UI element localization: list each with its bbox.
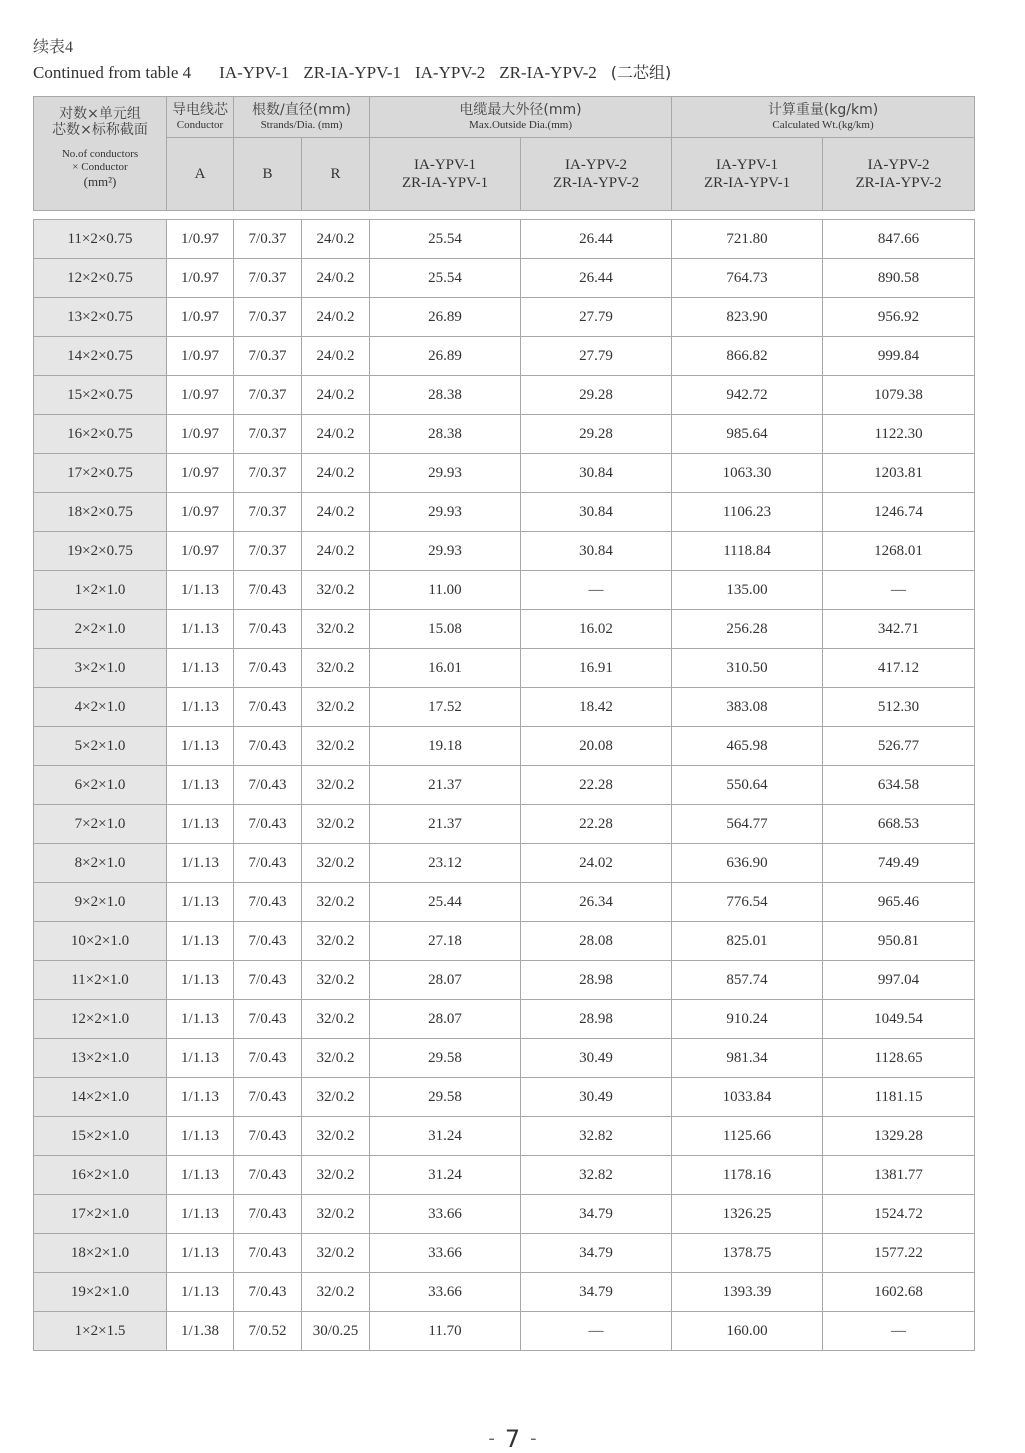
cell-strand-b: 7/0.43: [234, 805, 302, 844]
table-row: [34, 571, 975, 610]
cell-conductor-a: 1/1.13: [167, 1273, 234, 1312]
model-label: ZR-IA-YPV-2: [499, 63, 597, 82]
cell-conductor-a: 1/1.13: [167, 688, 234, 727]
cell-strand-b: 7/0.43: [234, 1156, 302, 1195]
header-strands: 根数/直径(mm) Strands/Dia. (mm): [234, 97, 370, 138]
cell-wt-ypv1: 764.73: [672, 259, 823, 298]
cell-strand-b: 7/0.43: [234, 1195, 302, 1234]
cell-dia-ypv1: 17.52: [370, 688, 521, 727]
cell-wt-ypv1: 465.98: [672, 727, 823, 766]
table-row: [34, 454, 975, 493]
cell-strand-b: 7/0.37: [234, 493, 302, 532]
cell-dia-ypv1: 26.89: [370, 337, 521, 376]
cell-dia-ypv2: 28.08: [521, 922, 672, 961]
cell-wt-ypv2: 1577.22: [823, 1234, 975, 1273]
cell-conductor-a: 1/1.13: [167, 1156, 234, 1195]
cell-pairs-size: 16×2×0.75: [34, 415, 167, 454]
cell-dia-ypv2: 28.98: [521, 1000, 672, 1039]
cell-wt-ypv2: 512.30: [823, 688, 975, 727]
cell-wt-ypv1: 383.08: [672, 688, 823, 727]
cell-strand-r: 32/0.2: [302, 961, 370, 1000]
cell-dia-ypv2: 16.02: [521, 610, 672, 649]
header-conductor: 导电线芯 Conductor: [167, 97, 234, 138]
cell-dia-ypv1: 21.37: [370, 766, 521, 805]
cell-strand-r: 32/0.2: [302, 688, 370, 727]
cell-dia-ypv1: 33.66: [370, 1273, 521, 1312]
cell-strand-r: 24/0.2: [302, 415, 370, 454]
cell-pairs-size: 19×2×1.0: [34, 1273, 167, 1312]
cell-dia-ypv1: 29.93: [370, 532, 521, 571]
table-row: [34, 805, 975, 844]
cell-conductor-a: 1/0.97: [167, 376, 234, 415]
cell-dia-ypv2: 27.79: [521, 298, 672, 337]
cell-strand-r: 32/0.2: [302, 1195, 370, 1234]
cell-pairs-size: 1×2×1.5: [34, 1312, 167, 1351]
cell-pairs-size: 10×2×1.0: [34, 922, 167, 961]
cell-dia-ypv1: 31.24: [370, 1117, 521, 1156]
cell-dia-ypv1: 16.01: [370, 649, 521, 688]
cell-wt-ypv2: 1524.72: [823, 1195, 975, 1234]
cell-wt-ypv2: 997.04: [823, 961, 975, 1000]
cell-dia-ypv2: 30.84: [521, 493, 672, 532]
cell-wt-ypv2: 847.66: [823, 220, 975, 259]
cell-conductor-a: 1/0.97: [167, 259, 234, 298]
cell-dia-ypv1: 28.38: [370, 415, 521, 454]
cell-conductor-a: 1/0.97: [167, 220, 234, 259]
cell-pairs-size: 18×2×1.0: [34, 1234, 167, 1273]
cell-dia-ypv1: 33.66: [370, 1234, 521, 1273]
cell-conductor-a: 1/1.13: [167, 922, 234, 961]
cell-wt-ypv2: 1329.28: [823, 1117, 975, 1156]
cell-pairs-size: 14×2×0.75: [34, 337, 167, 376]
cell-strand-b: 7/0.37: [234, 415, 302, 454]
cell-strand-r: 24/0.2: [302, 493, 370, 532]
cell-conductor-a: 1/0.97: [167, 298, 234, 337]
cell-wt-ypv2: 668.53: [823, 805, 975, 844]
cell-dia-ypv1: 25.54: [370, 220, 521, 259]
cell-wt-ypv1: 1378.75: [672, 1234, 823, 1273]
cell-pairs-size: 12×2×0.75: [34, 259, 167, 298]
table-row: [34, 337, 975, 376]
cell-conductor-a: 1/1.13: [167, 1195, 234, 1234]
cell-wt-ypv1: 1393.39: [672, 1273, 823, 1312]
cell-strand-b: 7/0.52: [234, 1312, 302, 1351]
cell-strand-r: 32/0.2: [302, 1117, 370, 1156]
cell-strand-b: 7/0.43: [234, 571, 302, 610]
cell-pairs-size: 9×2×1.0: [34, 883, 167, 922]
model-label: (二芯组): [610, 63, 672, 82]
cell-strand-r: 32/0.2: [302, 1000, 370, 1039]
cell-wt-ypv2: 749.49: [823, 844, 975, 883]
table-row: [34, 259, 975, 298]
cell-strand-b: 7/0.37: [234, 337, 302, 376]
cell-wt-ypv2: 1203.81: [823, 454, 975, 493]
cell-strand-r: 32/0.2: [302, 1156, 370, 1195]
cell-wt-ypv1: 1033.84: [672, 1078, 823, 1117]
table-row: [34, 1156, 975, 1195]
cell-conductor-a: 1/1.13: [167, 571, 234, 610]
table-caption-chinese: 续表4: [33, 39, 74, 56]
cell-dia-ypv2: 34.79: [521, 1273, 672, 1312]
cell-dia-ypv2: —: [521, 1312, 672, 1351]
cell-dia-ypv1: 19.18: [370, 727, 521, 766]
header-calculated-weight: 计算重量(kg/km) Calculated Wt.(kg/km): [672, 97, 975, 138]
cell-strand-b: 7/0.37: [234, 220, 302, 259]
cell-conductor-a: 1/1.13: [167, 610, 234, 649]
cell-dia-ypv2: 20.08: [521, 727, 672, 766]
cell-conductor-a: 1/1.13: [167, 1078, 234, 1117]
cell-strand-b: 7/0.37: [234, 454, 302, 493]
cell-dia-ypv2: 30.84: [521, 532, 672, 571]
header-max-outside-dia: 电缆最大外径(mm) Max.Outside Dia.(mm): [370, 97, 672, 138]
continued-label: Continued from table 4: [33, 63, 192, 82]
cell-conductor-a: 1/1.13: [167, 1234, 234, 1273]
cell-wt-ypv2: 1246.74: [823, 493, 975, 532]
cell-dia-ypv2: 18.42: [521, 688, 672, 727]
table-row: [34, 1273, 975, 1312]
cell-strand-r: 32/0.2: [302, 649, 370, 688]
cell-wt-ypv1: 135.00: [672, 571, 823, 610]
cell-dia-ypv1: 28.07: [370, 961, 521, 1000]
cell-strand-r: 32/0.2: [302, 922, 370, 961]
model-label: IA-YPV-1: [219, 63, 290, 82]
table-row: [34, 532, 975, 571]
cell-dia-ypv2: 22.28: [521, 805, 672, 844]
cell-dia-ypv1: 21.37: [370, 805, 521, 844]
cell-dia-ypv1: 23.12: [370, 844, 521, 883]
cell-wt-ypv2: 950.81: [823, 922, 975, 961]
cell-dia-ypv2: 26.44: [521, 220, 672, 259]
cell-strand-b: 7/0.43: [234, 1000, 302, 1039]
cell-pairs-size: 3×2×1.0: [34, 649, 167, 688]
table-row: [34, 883, 975, 922]
model-label: IA-YPV-2: [414, 63, 486, 82]
cell-dia-ypv2: 30.84: [521, 454, 672, 493]
cell-wt-ypv1: 857.74: [672, 961, 823, 1000]
cell-pairs-size: 12×2×1.0: [34, 1000, 167, 1039]
cell-strand-b: 7/0.43: [234, 1273, 302, 1312]
cell-conductor-a: 1/0.97: [167, 415, 234, 454]
cell-wt-ypv1: 1118.84: [672, 532, 823, 571]
cell-wt-ypv2: 956.92: [823, 298, 975, 337]
cell-conductor-a: 1/1.13: [167, 1000, 234, 1039]
cell-dia-ypv1: 11.70: [370, 1312, 521, 1351]
cell-conductor-a: 1/1.13: [167, 727, 234, 766]
cell-dia-ypv2: 16.91: [521, 649, 672, 688]
cell-pairs-size: 2×2×1.0: [34, 610, 167, 649]
cell-dia-ypv1: 33.66: [370, 1195, 521, 1234]
cell-strand-r: 32/0.2: [302, 727, 370, 766]
cell-pairs-size: 17×2×1.0: [34, 1195, 167, 1234]
cell-strand-r: 32/0.2: [302, 883, 370, 922]
cell-strand-b: 7/0.43: [234, 727, 302, 766]
header-col-a: A: [167, 138, 234, 211]
cell-wt-ypv1: 910.24: [672, 1000, 823, 1039]
table-row: [34, 1312, 975, 1351]
cell-dia-ypv1: 29.93: [370, 493, 521, 532]
cell-strand-r: 24/0.2: [302, 259, 370, 298]
cell-dia-ypv1: 31.24: [370, 1156, 521, 1195]
cell-strand-r: 24/0.2: [302, 298, 370, 337]
cell-dia-ypv2: 32.82: [521, 1156, 672, 1195]
table-header: [34, 97, 975, 220]
table-row: [34, 1000, 975, 1039]
cell-strand-b: 7/0.43: [234, 844, 302, 883]
table-row: [34, 1039, 975, 1078]
cell-strand-b: 7/0.37: [234, 532, 302, 571]
cell-strand-r: 32/0.2: [302, 1234, 370, 1273]
cell-dia-ypv2: 28.98: [521, 961, 672, 1000]
cell-wt-ypv2: 890.58: [823, 259, 975, 298]
table-row: [34, 844, 975, 883]
cell-strand-r: 32/0.2: [302, 571, 370, 610]
cell-dia-ypv1: 29.58: [370, 1078, 521, 1117]
cell-dia-ypv1: 25.44: [370, 883, 521, 922]
cell-strand-b: 7/0.43: [234, 649, 302, 688]
cell-wt-ypv2: 342.71: [823, 610, 975, 649]
cell-pairs-size: 15×2×0.75: [34, 376, 167, 415]
table-caption-english: [33, 60, 685, 83]
cell-dia-ypv1: 15.08: [370, 610, 521, 649]
cell-wt-ypv1: 776.54: [672, 883, 823, 922]
table-row: [34, 727, 975, 766]
cell-dia-ypv2: 24.02: [521, 844, 672, 883]
cell-dia-ypv2: 34.79: [521, 1195, 672, 1234]
model-label: ZR-IA-YPV-1: [303, 63, 401, 82]
cell-wt-ypv1: 1125.66: [672, 1117, 823, 1156]
cell-pairs-size: 16×2×1.0: [34, 1156, 167, 1195]
header-spacer: [34, 211, 975, 220]
cell-dia-ypv1: 29.93: [370, 454, 521, 493]
cell-dia-ypv1: 28.07: [370, 1000, 521, 1039]
header-col-r: R: [302, 138, 370, 211]
cell-pairs-size: 11×2×1.0: [34, 961, 167, 1000]
cell-wt-ypv2: 1381.77: [823, 1156, 975, 1195]
cell-strand-r: 32/0.2: [302, 1273, 370, 1312]
cell-strand-b: 7/0.37: [234, 376, 302, 415]
cell-pairs-size: 18×2×0.75: [34, 493, 167, 532]
header-wt-ypv1: IA-YPV-1 ZR-IA-YPV-1: [672, 138, 823, 211]
table-row: [34, 298, 975, 337]
cell-dia-ypv2: 34.79: [521, 1234, 672, 1273]
cell-conductor-a: 1/1.13: [167, 766, 234, 805]
cell-conductor-a: 1/0.97: [167, 532, 234, 571]
cell-wt-ypv1: 256.28: [672, 610, 823, 649]
cell-pairs-size: 15×2×1.0: [34, 1117, 167, 1156]
cell-pairs-size: 13×2×1.0: [34, 1039, 167, 1078]
cell-strand-b: 7/0.43: [234, 1234, 302, 1273]
cell-strand-r: 24/0.2: [302, 532, 370, 571]
cell-wt-ypv1: 981.34: [672, 1039, 823, 1078]
cell-dia-ypv2: 29.28: [521, 376, 672, 415]
cell-pairs-size: 5×2×1.0: [34, 727, 167, 766]
cell-strand-b: 7/0.37: [234, 298, 302, 337]
cell-strand-r: 24/0.2: [302, 220, 370, 259]
cell-conductor-a: 1/1.13: [167, 844, 234, 883]
cell-wt-ypv2: 1122.30: [823, 415, 975, 454]
cell-pairs-size: 14×2×1.0: [34, 1078, 167, 1117]
cell-wt-ypv2: 1602.68: [823, 1273, 975, 1312]
table-row: [34, 376, 975, 415]
cell-wt-ypv2: 526.77: [823, 727, 975, 766]
cell-wt-ypv1: 866.82: [672, 337, 823, 376]
header-col-b: B: [234, 138, 302, 211]
cell-pairs-size: 13×2×0.75: [34, 298, 167, 337]
cell-conductor-a: 1/1.13: [167, 1039, 234, 1078]
cell-strand-r: 32/0.2: [302, 610, 370, 649]
table-row: [34, 1195, 975, 1234]
cell-wt-ypv1: 550.64: [672, 766, 823, 805]
header-wt-ypv2: IA-YPV-2 ZR-IA-YPV-2: [823, 138, 975, 211]
cell-wt-ypv2: —: [823, 571, 975, 610]
cell-pairs-size: 19×2×0.75: [34, 532, 167, 571]
cell-strand-b: 7/0.43: [234, 766, 302, 805]
cell-strand-r: 32/0.2: [302, 766, 370, 805]
cell-dia-ypv2: 30.49: [521, 1039, 672, 1078]
cell-dia-ypv1: 11.00: [370, 571, 521, 610]
page-number-value: 7: [504, 1425, 521, 1453]
page-number: - 7 -: [488, 1425, 537, 1453]
cell-pairs-size: 8×2×1.0: [34, 844, 167, 883]
cell-wt-ypv2: 1268.01: [823, 532, 975, 571]
cell-pairs-size: 1×2×1.0: [34, 571, 167, 610]
cell-strand-b: 7/0.43: [234, 688, 302, 727]
cell-pairs-size: 11×2×0.75: [34, 220, 167, 259]
cell-wt-ypv1: 825.01: [672, 922, 823, 961]
cell-dia-ypv1: 29.58: [370, 1039, 521, 1078]
table-row: [34, 1078, 975, 1117]
cell-wt-ypv1: 985.64: [672, 415, 823, 454]
cell-dia-ypv1: 28.38: [370, 376, 521, 415]
cell-strand-b: 7/0.43: [234, 961, 302, 1000]
cell-strand-b: 7/0.43: [234, 1039, 302, 1078]
cell-dia-ypv2: 26.34: [521, 883, 672, 922]
cell-wt-ypv1: 942.72: [672, 376, 823, 415]
cell-wt-ypv1: 160.00: [672, 1312, 823, 1351]
cell-wt-ypv2: 1181.15: [823, 1078, 975, 1117]
table-row: [34, 649, 975, 688]
cell-strand-r: 24/0.2: [302, 454, 370, 493]
cell-pairs-size: 17×2×0.75: [34, 454, 167, 493]
cell-wt-ypv1: 1178.16: [672, 1156, 823, 1195]
cell-wt-ypv1: 564.77: [672, 805, 823, 844]
table-row: [34, 493, 975, 532]
cell-wt-ypv2: 417.12: [823, 649, 975, 688]
cell-strand-b: 7/0.43: [234, 922, 302, 961]
table-row: [34, 961, 975, 1000]
cell-conductor-a: 1/0.97: [167, 493, 234, 532]
header-pairs-size: 对数×单元组 芯数×标称截面 No.of conductors × Conductor (mm²): [34, 97, 167, 211]
cell-strand-r: 24/0.2: [302, 376, 370, 415]
cell-dia-ypv2: —: [521, 571, 672, 610]
cell-dia-ypv2: 22.28: [521, 766, 672, 805]
cell-conductor-a: 1/1.13: [167, 1117, 234, 1156]
cell-strand-r: 32/0.2: [302, 1078, 370, 1117]
cell-strand-b: 7/0.43: [234, 1078, 302, 1117]
cell-wt-ypv1: 1106.23: [672, 493, 823, 532]
cell-dia-ypv2: 27.79: [521, 337, 672, 376]
cell-wt-ypv1: 1326.25: [672, 1195, 823, 1234]
table-row: [34, 1117, 975, 1156]
table-row: [34, 220, 975, 259]
cell-pairs-size: 7×2×1.0: [34, 805, 167, 844]
cell-wt-ypv1: 310.50: [672, 649, 823, 688]
cell-dia-ypv2: 26.44: [521, 259, 672, 298]
cell-conductor-a: 1/0.97: [167, 454, 234, 493]
table-body: [34, 220, 975, 1351]
cell-wt-ypv2: 965.46: [823, 883, 975, 922]
cell-dia-ypv1: 25.54: [370, 259, 521, 298]
cell-strand-b: 7/0.43: [234, 610, 302, 649]
cell-pairs-size: 6×2×1.0: [34, 766, 167, 805]
cell-strand-r: 32/0.2: [302, 805, 370, 844]
cell-strand-r: 24/0.2: [302, 337, 370, 376]
cell-wt-ypv2: —: [823, 1312, 975, 1351]
cell-wt-ypv2: 1079.38: [823, 376, 975, 415]
cell-dia-ypv2: 29.28: [521, 415, 672, 454]
cell-strand-b: 7/0.43: [234, 1117, 302, 1156]
cable-spec-table: [33, 96, 975, 1351]
cell-strand-b: 7/0.37: [234, 259, 302, 298]
table-row: [34, 610, 975, 649]
cell-conductor-a: 1/1.38: [167, 1312, 234, 1351]
cell-wt-ypv2: 634.58: [823, 766, 975, 805]
cell-wt-ypv1: 1063.30: [672, 454, 823, 493]
table-row: [34, 688, 975, 727]
table-row: [34, 922, 975, 961]
cell-conductor-a: 1/1.13: [167, 961, 234, 1000]
cell-wt-ypv1: 636.90: [672, 844, 823, 883]
table-row: [34, 766, 975, 805]
header-dia-ypv2: IA-YPV-2 ZR-IA-YPV-2: [521, 138, 672, 211]
cell-conductor-a: 1/1.13: [167, 883, 234, 922]
cell-strand-b: 7/0.43: [234, 883, 302, 922]
cell-dia-ypv1: 26.89: [370, 298, 521, 337]
cell-conductor-a: 1/1.13: [167, 649, 234, 688]
cell-strand-r: 32/0.2: [302, 1039, 370, 1078]
cell-pairs-size: 4×2×1.0: [34, 688, 167, 727]
table-row: [34, 1234, 975, 1273]
cell-wt-ypv2: 1128.65: [823, 1039, 975, 1078]
cell-strand-r: 30/0.25: [302, 1312, 370, 1351]
cell-conductor-a: 1/0.97: [167, 337, 234, 376]
cell-dia-ypv2: 32.82: [521, 1117, 672, 1156]
header-dia-ypv1: IA-YPV-1 ZR-IA-YPV-1: [370, 138, 521, 211]
cell-wt-ypv1: 823.90: [672, 298, 823, 337]
cell-wt-ypv2: 999.84: [823, 337, 975, 376]
cell-strand-r: 32/0.2: [302, 844, 370, 883]
table-row: [34, 415, 975, 454]
cell-dia-ypv2: 30.49: [521, 1078, 672, 1117]
cell-conductor-a: 1/1.13: [167, 805, 234, 844]
cell-wt-ypv2: 1049.54: [823, 1000, 975, 1039]
cell-wt-ypv1: 721.80: [672, 220, 823, 259]
cell-dia-ypv1: 27.18: [370, 922, 521, 961]
